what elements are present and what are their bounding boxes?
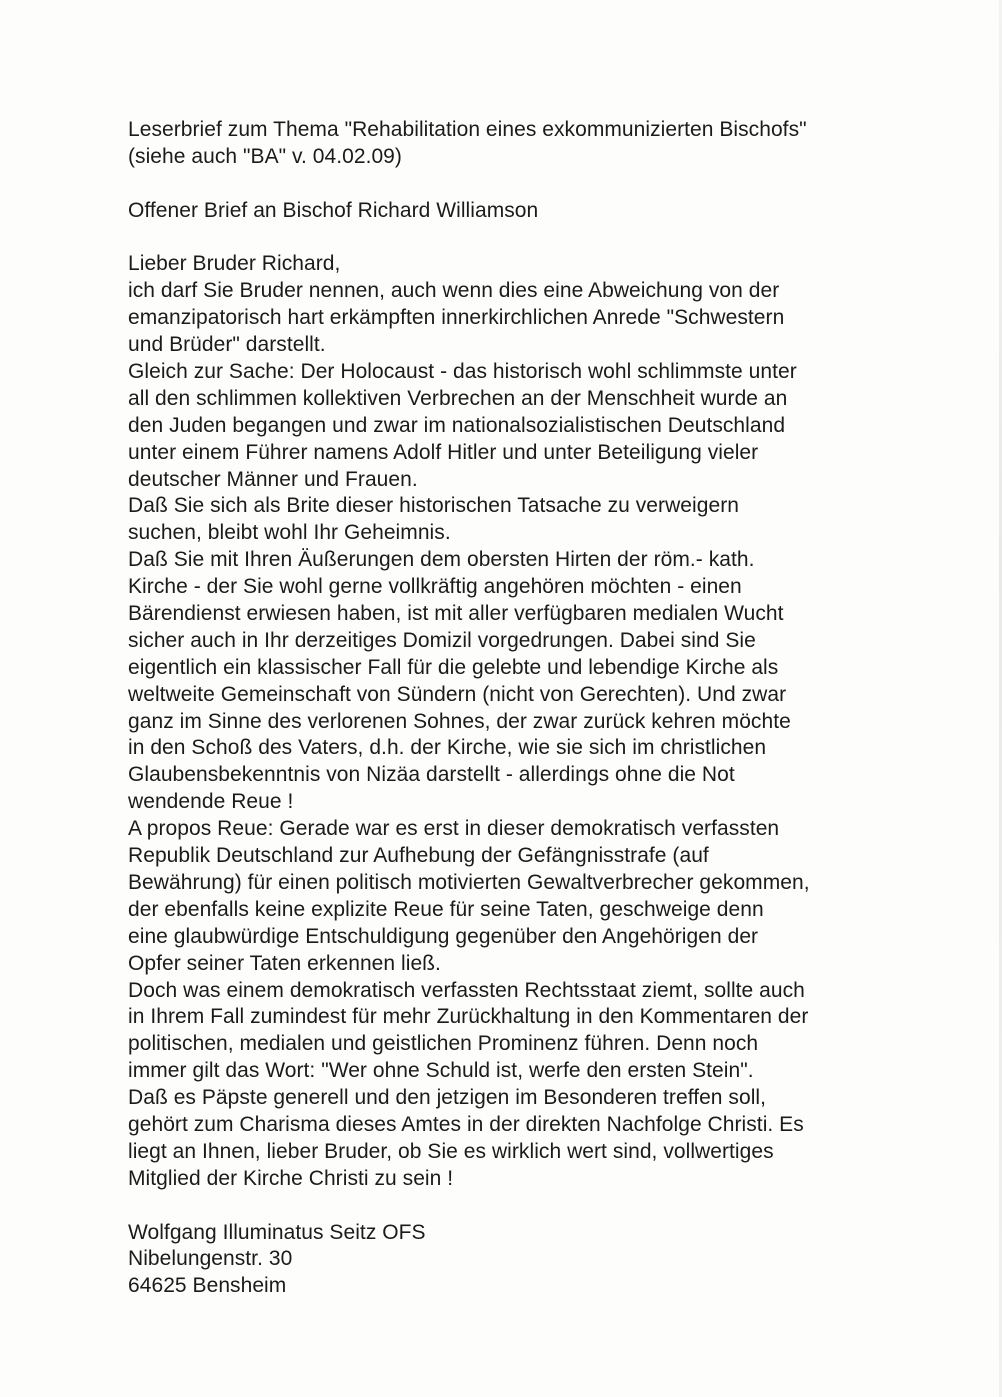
- letter-title: Offener Brief an Bischof Richard Williamson: [128, 198, 539, 222]
- body-line: den Juden begangen und zwar im nationalsozialistischen Deutschland: [128, 413, 786, 437]
- body-line: Kirche - der Sie wohl gerne vollkräftig angehören möchten - einen: [128, 575, 742, 599]
- body-line: in Ihrem Fall zumindest für mehr Zurückhaltung in den Kommentaren der: [128, 1005, 809, 1029]
- salutation: Lieber Bruder Richard,: [128, 252, 341, 276]
- body-line: in den Schoß des Vaters, d.h. der Kirche, wie sie sich im christlichen: [128, 736, 767, 760]
- body-line: Republik Deutschland zur Aufhebung der Gefängnisstrafe (auf: [128, 844, 709, 868]
- body-line: deutscher Männer und Frauen.: [128, 467, 418, 491]
- body-line: gehört zum Charisma dieses Amtes in der direkten Nachfolge Christi. Es: [128, 1112, 804, 1136]
- signature-city: 64625 Bensheim: [128, 1274, 287, 1298]
- body-line: Bärendienst erwiesen haben, ist mit aller verfügbaren medialen Wucht: [128, 602, 784, 626]
- body-line: ganz im Sinne des verlorenen Sohnes, der zwar zurück kehren möchte: [128, 709, 791, 733]
- signature-block: [128, 1220, 888, 1301]
- letter-header: [128, 117, 888, 171]
- body-line: Opfer seiner Taten erkennen ließ.: [128, 951, 441, 975]
- body-line: Daß Sie mit Ihren Äußerungen dem obersten Hirten der röm.- kath.: [128, 548, 755, 572]
- header-line: Leserbrief zum Thema "Rehabilitation eines exkommunizierten Bischofs": [128, 118, 807, 141]
- body-line: ich darf Sie Bruder nennen, auch wenn dies eine Abweichung von der: [128, 279, 780, 303]
- blank-line: [128, 171, 888, 198]
- header-line: (siehe auch "BA" v. 04.02.09): [128, 144, 402, 168]
- body-line: der ebenfalls keine explizite Reue für seine Taten, geschweige denn: [128, 897, 764, 921]
- body-line: sicher auch in Ihr derzeitiges Domizil vorgedrungen. Dabei sind Sie: [128, 628, 756, 652]
- body-line: Bewährung) für einen politisch motivierten Gewaltverbrecher gekommen,: [128, 870, 810, 894]
- signature-name: Wolfgang Illuminatus Seitz OFS: [128, 1220, 426, 1244]
- body-line: Glaubensbekenntnis von Nizäa darstellt - allerdings ohne die Not: [128, 763, 735, 787]
- body-line: Mitglied der Kirche Christi zu sein !: [128, 1166, 454, 1190]
- body-line: Gleich zur Sache: Der Holocaust - das historisch wohl schlimmste unter: [128, 360, 797, 384]
- body-line: liegt an Ihnen, lieber Bruder, ob Sie es wirklich wert sind, vollwertiges: [128, 1139, 774, 1163]
- signature-street: Nibelungenstr. 30: [128, 1247, 293, 1271]
- body-line: Doch was einem demokratisch verfassten Rechtsstaat ziemt, sollte auch: [128, 978, 805, 1002]
- body-line: all den schlimmen kollektiven Verbrechen an der Menschheit wurde an: [128, 386, 788, 410]
- body-line: Daß Sie sich als Brite dieser historischen Tatsache zu verweigern: [128, 494, 739, 518]
- body-line: immer gilt das Wort: "Wer ohne Schuld ist, werfe den ersten Stein".: [128, 1059, 754, 1083]
- letter-body: [128, 278, 888, 1192]
- body-line: politischen, medialen und geistlichen Prominenz führen. Denn noch: [128, 1032, 759, 1056]
- blank-line: [128, 225, 888, 252]
- body-line: wendende Reue !: [128, 790, 294, 814]
- body-line: Daß es Päpste generell und den jetzigen im Besonderen treffen soll,: [128, 1086, 767, 1110]
- body-line: A propos Reue: Gerade war es erst in dieser demokratisch verfassten: [128, 817, 780, 841]
- blank-line: [128, 1193, 888, 1220]
- body-line: eigentlich ein klassischer Fall für die gelebte und lebendige Kirche als: [128, 655, 779, 679]
- body-line: und Brüder" darstellt.: [128, 333, 326, 357]
- body-line: suchen, bleibt wohl Ihr Geheimnis.: [128, 521, 451, 545]
- body-line: weltweite Gemeinschaft von Sündern (nicht von Gerechten). Und zwar: [128, 682, 787, 706]
- letter: [128, 117, 888, 1300]
- body-line: emanzipatorisch hart erkämpften innerkirchlichen Anrede "Schwestern: [128, 306, 785, 330]
- body-line: unter einem Führer namens Adolf Hitler und unter Beteiligung vieler: [128, 440, 759, 464]
- body-line: eine glaubwürdige Entschuldigung gegenüber den Angehörigen der: [128, 924, 759, 948]
